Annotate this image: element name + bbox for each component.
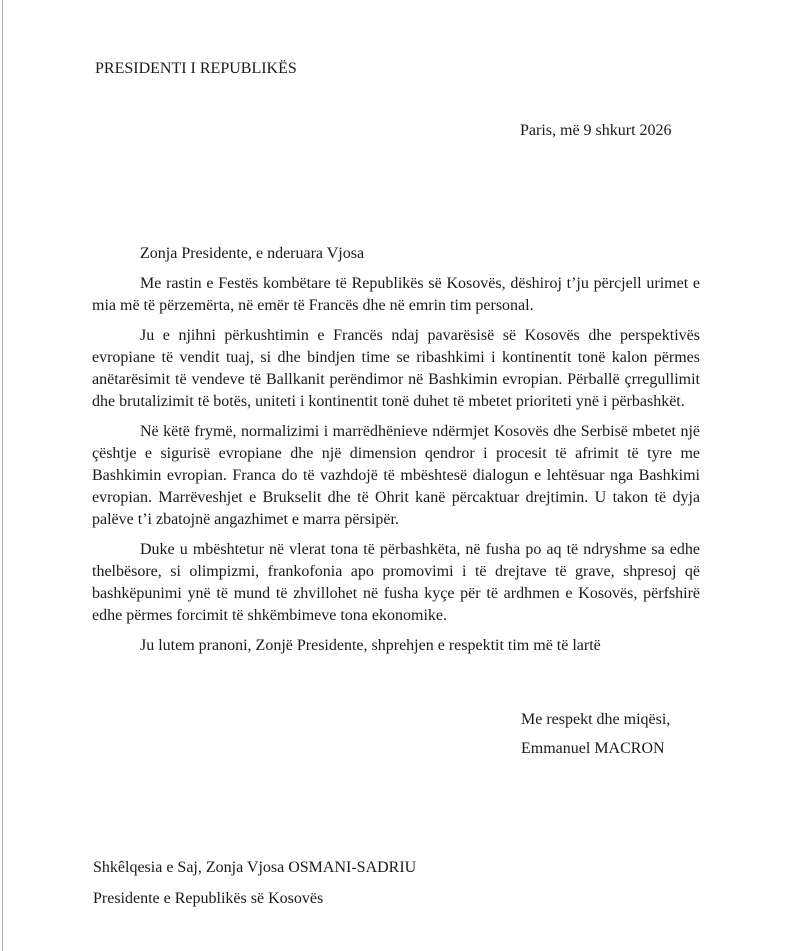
signature-name: Emmanuel MACRON xyxy=(521,740,665,757)
valediction: Ju lutem pranoni, Zonjë Presidente, shprehjen e respektit tim më të lartë xyxy=(140,637,601,654)
recipient-title: Presidente e Republikës së Kosovës xyxy=(93,890,324,907)
recipient-name: Shkêlqesia e Saj, Zonja Vjosa OSMANI-SADRIU xyxy=(93,859,417,876)
body-paragraph: Në këtë frymë, normalizimi i marrëdhënieve ndërmjet Kosovës dhe Serbisë mbetet një çështje e sigurisë evropiane dhe një dimension qendror i procesit të afrimit të tyre me Bashkimin evropian. Franca do të vazhdojë të mbështesë dialogun e lehtësuar nga Bashkimi evropian. Marrëveshjet e Brukselit dhe të Ohrit kanë përcaktuar drejtimin. U takon të dyja palëve t’i zbatojnë angazhimet e marra përsipër. xyxy=(92,423,700,528)
letter-body xyxy=(92,243,700,665)
salutation: Zonja Presidente, e nderuara Vjosa xyxy=(140,245,365,262)
body-paragraph: Duke u mbështetur në vlerat tona të përbashkëta, në fusha po aq të ndryshme sa edhe thelbësore, si olimpizmi, frankofonia apo promovimi i të drejtave të grave, shpresoj që bashkëpunimi ynë të mund të zhvillohet në fusha kyçe për të ardhmen e Kosovës, përfshirë edhe përmes forcimit të shkëmbimeve tona ekonomike. xyxy=(92,541,700,624)
closing-phrase: Me respekt dhe miqësi, xyxy=(521,711,671,728)
letterhead-title: PRESIDENTI I REPUBLIKËS xyxy=(95,60,297,77)
body-paragraph: Me rastin e Festës kombëtare të Republikës së Kosovës, dëshiroj t’ju përcjell urimet e mia më të përzemërta, në emër të Francës dhe në emrin tim personal. xyxy=(92,275,700,314)
page-edge-line xyxy=(2,0,3,951)
recipient-block xyxy=(93,857,416,919)
closing-block xyxy=(521,709,670,767)
body-paragraph: Ju e njihni përkushtimin e Francës ndaj pavarësisë së Kosovës dhe perspektivës evropiane të vendit tuaj, si dhe bindjen time se ribashkimi i kontinentit tonë kalon përmes anëtarësimit të vendeve të Ballkanit perëndimor në Bashkimin evropian. Përballë çrregullimit dhe brutalizimit të botës, uniteti i kontinentit tonë duhet të mbetet prioriteti ynë i përbashkët. xyxy=(92,327,700,410)
dateline: Paris, më 9 shkurt 2026 xyxy=(520,122,672,139)
